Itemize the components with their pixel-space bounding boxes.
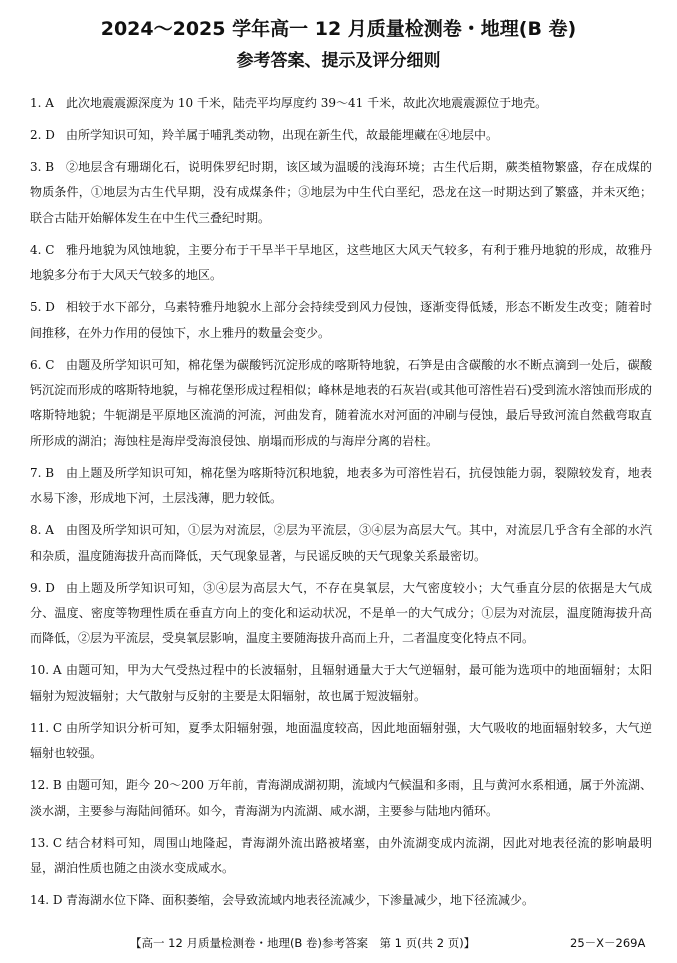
answer-explanation: 由题及所学知识可知，棉花堡为碳酸钙沉淀形成的喀斯特地貌，石笋是由含碳酸的水不断点滴到一处后，碳酸钙沉淀而形成的喀斯特地貌，与棉花堡形成过程相似；峰林是地表的石灰岩(或其他可溶性岩石)受到流水溶蚀而形成的喀斯特地貌；牛轭湖是平原地区流淌的河流，河曲发育，随着流水对河面的冲刷与侵蚀，最后导致河流自然截弯取直所形成的湖泊；海蚀柱是海岸受海浪侵蚀、崩塌而形成的与海岸分离的岩柱。 <box>30 357 652 448</box>
footer-page-info: 【高一 12 月质量检测卷・地理(B 卷)参考答案 第 1 页(共 2 页)】 <box>130 936 476 950</box>
answer-explanation: 结合材料可知，周围山地隆起，青海湖外流出路被堵塞，由外流湖变成内流湖，因此对地表径流的影响最明显，湖泊性质也随之由淡水变成咸水。 <box>30 835 652 876</box>
answer-number: 12. B <box>30 778 62 793</box>
answer-number: 7. B <box>30 465 55 480</box>
answer-number: 3. B <box>30 160 55 174</box>
answer-item <box>30 773 652 824</box>
answer-explanation: 由题可知，距今 20～200 万年前，青海湖成湖初期，流域内气候温和多雨，且与黄河水系相通，属于外流湖、淡水湖，主要参与海陆间循环。如今，青海湖为内流湖、咸水湖，主要参与陆地内循环。 <box>30 778 652 818</box>
answer-explanation: 青海湖水位下降、面积萎缩，会导致流域内地表径流减少，下渗量减少，地下径流减少。 <box>66 893 535 908</box>
answer-explanation: 雅丹地貌为风蚀地貌，主要分布于干旱半干旱地区，这些地区大风天气较多，有利于雅丹地貌的形成，故雅丹地貌多分布于大风天气较多的地区。 <box>30 242 652 283</box>
answer-explanation: 相较于水下部分，乌素特雅丹地貌水上部分会持续受到风力侵蚀，逐渐变得低矮，形态不断发生改变；随着时间推移，在外力作用的侵蚀下，水上雅丹的数量会变少。 <box>30 300 652 340</box>
answer-explanation: 由图及所学知识可知，①层为对流层，②层为平流层，③④层为高层大气。其中，对流层几乎含有全部的水汽和杂质，温度随海拔升高而降低，天气现象显著，与民谣反映的天气现象关系最密切。 <box>30 523 652 563</box>
answer-item <box>30 155 652 231</box>
footer-code: 25－X－269A <box>570 936 646 950</box>
answer-item <box>30 658 652 709</box>
answer-item <box>30 576 652 652</box>
answer-item <box>30 123 652 148</box>
answer-item <box>30 518 652 569</box>
answer-number: 14. D <box>30 893 63 908</box>
answer-explanation: 由题可知，甲为大气受热过程中的长波辐射，且辐射通量大于大气逆辐射，最可能为选项中的地面辐射；太阳辐射为短波辐射；大气散射与反射的主要是太阳辐射，故也属于短波辐射。 <box>30 663 652 703</box>
answer-number: 9. D <box>30 580 55 595</box>
answer-explanation: 由所学知识分析可知，夏季太阳辐射强，地面温度较高，因此地面辐射强，大气吸收的地面辐射较多，大气逆辐射也较强。 <box>30 720 652 761</box>
answer-number: 5. D <box>30 300 55 315</box>
answer-number: 1. A <box>30 96 54 110</box>
answer-item <box>30 91 652 116</box>
answer-explanation: ②地层含有珊瑚化石，说明侏罗纪时期，该区域为温暖的浅海环境；古生代后期，蕨类植物繁盛，存在成煤的物质条件，①地层为古生代早期，没有成煤条件；③地层为中生代白垩纪，恐龙在这一时期达到了繁盛，并未灭绝；联合古陆开始解体发生在中生代三叠纪时期。 <box>30 160 652 225</box>
page-subtitle: 参考答案、提示及评分细则 <box>236 51 441 71</box>
answer-item <box>30 461 652 512</box>
answer-list <box>30 91 652 920</box>
answer-number: 6. C <box>30 357 55 372</box>
answer-item <box>30 238 652 289</box>
answer-item <box>30 353 652 455</box>
answer-item <box>30 295 652 346</box>
answer-number: 10. A <box>30 663 62 678</box>
answer-explanation: 由所学知识可知，羚羊属于哺乳类动物，出现在新生代，故最能埋藏在④地层中。 <box>66 128 499 142</box>
answer-item <box>30 888 652 913</box>
answer-number: 11. C <box>30 720 63 735</box>
answer-number: 4. C <box>30 242 55 257</box>
answer-item <box>30 831 652 882</box>
page-title: 2024～2025 学年高一 12 月质量检测卷・地理(B 卷) <box>100 18 577 40</box>
answer-number: 2. D <box>30 128 55 142</box>
answer-number: 8. A <box>30 523 54 538</box>
answer-explanation: 此次地震震源深度为 10 千米，陆壳平均厚度约 39～41 千米，故此次地震震源位于地壳。 <box>66 96 548 110</box>
answer-item <box>30 716 652 767</box>
answer-number: 13. C <box>30 835 63 850</box>
answer-explanation: 由上题及所学知识可知，③④层为高层大气，不存在臭氧层，大气密度较小；大气垂直分层的依据是大气成分、温度、密度等物理性质在垂直方向上的变化和运动状况，不是单一的大气成分；①层为对流层，温度随海拔升高而降低，②层为平流层，受臭氧层影响，温度主要随海拔升高而上升，二者温度变化特点不同。 <box>30 580 652 646</box>
answer-explanation: 由上题及所学知识可知，棉花堡为喀斯特沉积地貌，地表多为可溶性岩石，抗侵蚀能力弱，裂隙较发育，地表水易下渗，形成地下河，土层浅薄，肥力较低。 <box>30 465 652 506</box>
